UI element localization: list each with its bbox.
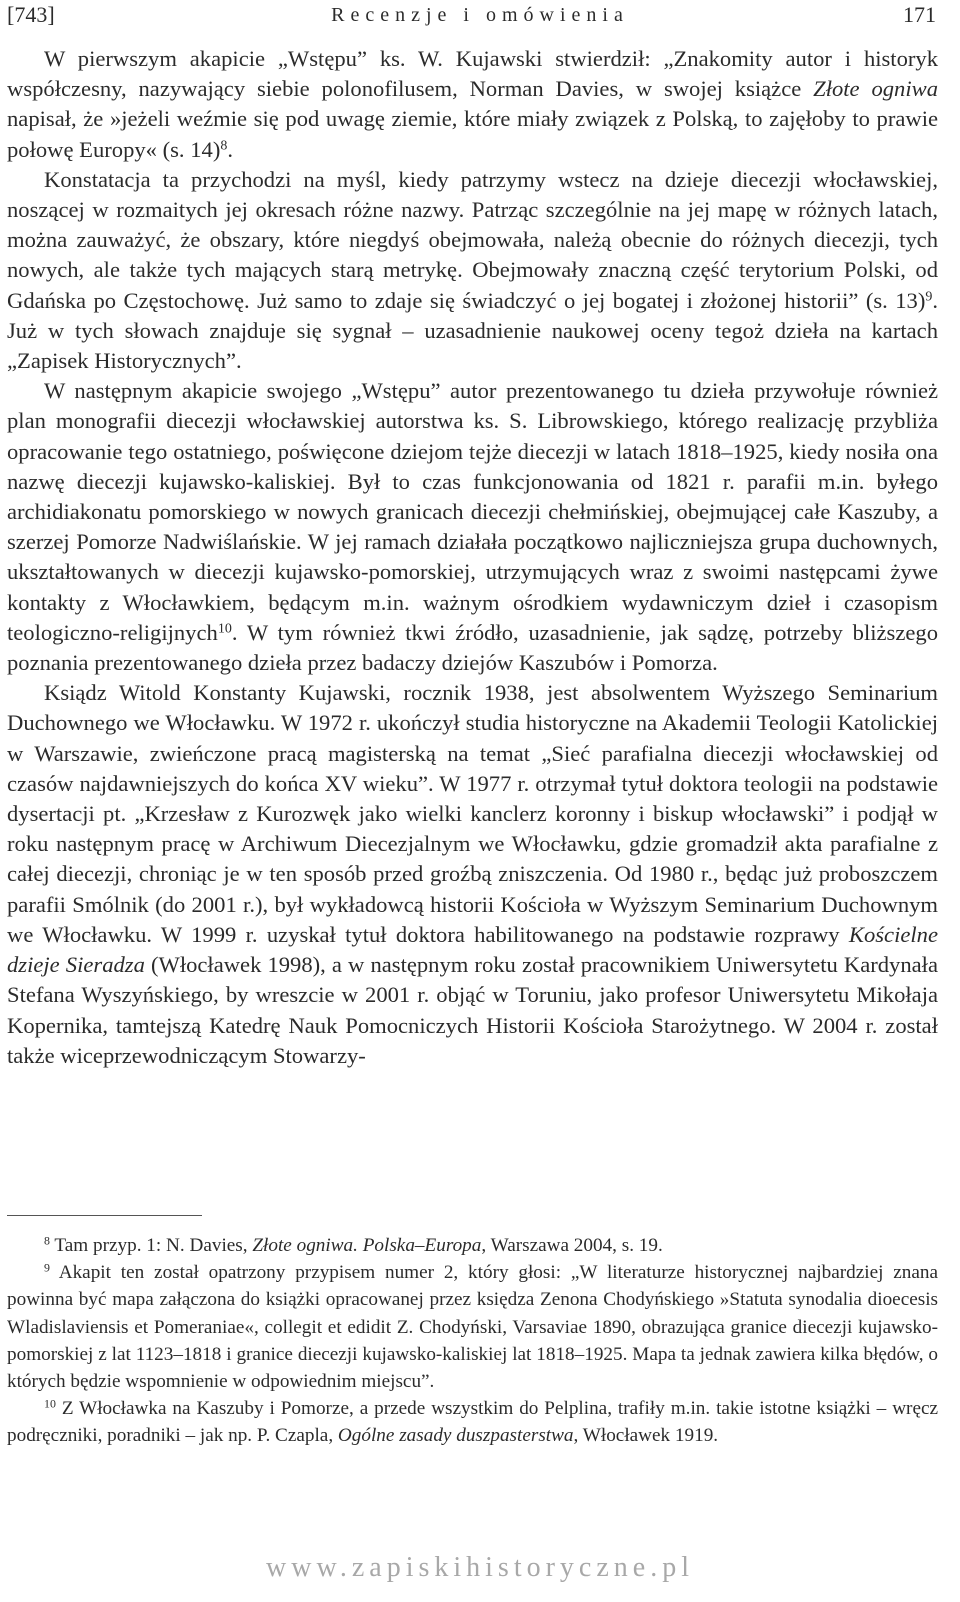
footnote <box>7 1232 938 1259</box>
paragraph <box>7 44 938 165</box>
text-run: . <box>227 136 234 162</box>
text-run: (Włocławek 1998), a w następnym roku został pracownikiem Uniwersytetu Kardynała Stefana Wyszyńskiego, by wreszcie w 2001 r. objąć w Toruniu, jako profesor Uniwersytetu Mikołaja Kopernika, tamtejszą Katedrę Nauk Pomocniczych Historii Kościoła Starożytnego. W 2004 r. został także wiceprzewodniczącym Stowarzy- <box>7 952 938 1068</box>
text-run: , Włocławek 1919. <box>573 1425 719 1447</box>
italic-title: Złote ogniwa <box>813 76 938 102</box>
footnote-marker: 10 <box>44 1396 56 1411</box>
watermark-url: www.zapiskihistoryczne.pl <box>266 1552 694 1583</box>
text-run: Ksiądz Witold Konstanty Kujawski, rocznik 1938, jest absolwentem Wyższego Seminarium Duchownego we Włocławku. W 1972 r. ukończył studia historyczne na Akademii Teologii Katolickiej w Warszawie, zwieńczone pracą magisterską na temat „Sieć parafialna diecezji włocławskiej od czasów najdawniejszych do końca XV wieku”. W 1977 r. otrzymał tytuł doktora teologii na podstawie dysertacji pt. „Krzesław z Kurozwęk jako wielki kanclerz koronny i biskup włocławski” i podjął w roku następnym pracę w Archiwum Diecezjalnym we Włocławku, gdzie gromadził akta parafialne z całej diecezji, chroniąc je w ten sposób przed groźbą zniszczenia. Od 1980 r., będąc już proboszczem parafii Smólnik (do 2001 r.), był wykładowcą historii Kościoła w Wyższym Seminarium Duchownym we Włocławku. W 1999 r. uzyskał tytuł doktora habilitowanego na podstawie rozprawy <box>7 680 938 947</box>
italic-title: Złote ogniwa. Polska–Europa <box>252 1235 482 1256</box>
footnotes <box>7 1232 938 1450</box>
footnote-marker: 8 <box>44 1233 50 1248</box>
footnote-marker: 8 <box>220 137 228 153</box>
text-run: W pierwszym akapicie „Wstępu” ks. W. Kujawski stwierdził: „Znakomity autor i historyk współczesny, nazywający siebie polonofilusem, Norman Davies, w swojej książce <box>7 46 938 102</box>
italic-title: Ogólne zasady duszpasterstwa <box>337 1425 574 1447</box>
text-run: . W tym również tkwi źródło, uzasadnienie, jak sądzę, potrzeby bliższego poznania prezentowanego dzieła przez badaczy dziejów Kaszubów i Pomorza. <box>7 619 938 676</box>
paragraph <box>7 165 938 376</box>
paragraph <box>7 678 938 1071</box>
page-bracket-number: [743] <box>7 2 55 27</box>
page-header <box>0 0 960 34</box>
footnote-marker: 9 <box>44 1260 50 1275</box>
text-run: Akapit ten został opatrzony przypisem numer 2, który głosi: „W literaturze historycznej najbardziej znana powinna być mapa załączona do książki opracowanej przez księdza Zenona Chodyńskiego »Statuta synodalia dioecesis Wladislaviensis et Pomeraniae«, collegit et edidit Z. Chodyński, Varsaviae 1890, obrazująca granice diecezji kujawsko-pomorskiej z lat 1123–1818 i granice diecezji kujawsko-kaliskiej lat 1818–1925. Mapa ta jednak zawiera kilka błędów, o których będzie wspomnienie w odpowiednim miejscu”. <box>7 1262 938 1393</box>
text-run: Konstatacja ta przychodzi na myśl, kiedy patrzymy wstecz na dzieje diecezji włocławskiej, noszącej w rozmaitych jej okresach różne nazwy. Patrząc szczególnie na jej mapę w różnych latach, można zauważyć, że obszary, które niegdyś obejmowała, należą obecnie do różnych diecezji, tych nowych, ale także tych mających starą metrykę. Obejmowały znaczną część terytorium Polski, od Gdańska po Częstochowę. Już samo to zdaje się świadczyć o jej bogatej i złożonej historii” (s. 13) <box>7 166 938 313</box>
running-title: Recenzje i omówienia <box>331 4 629 26</box>
footnote-separator <box>7 1215 202 1216</box>
main-text <box>7 44 938 1071</box>
text-run: W następnym akapicie swojego „Wstępu” autor prezentowanego tu dzieła przywołuje również plan monografii diecezji włocławskiej autorstwa ks. S. Librowskiego, którego realizację przybliża opracowanie tego ostatniego, poświęcone dziejom tejże diecezji w latach 1818–1925, kiedy nosiła ona nazwę diecezji kujawsko-kaliskiej. Był to czas funkcjonowania od 1821 r. parafii m.in. byłego archidiakonatu pomorskiego w nowych granicach diecezji chełmińskiej, obejmującej całe Kaszuby, a szerzej Pomorze Nadwiślańskie. W jej ramach działała początkowo najliczniejsza grupa duchownych, ukształtowanych w diecezji kujawsko-pomorskiej, utrzymujących wraz z swoimi następcami żywe kontakty z Włocławkiem, będącym m.in. ważnym ośrodkiem wydawniczym dzieł i czasopism teologiczno-religijnych <box>7 378 938 645</box>
text-run: , Warszawa 2004, s. 19. <box>481 1235 663 1256</box>
page-number: 171 <box>903 2 936 27</box>
text-run: . Już w tych słowach znajduje się sygnał – uzasadnienie naukowej oceny tegoż dzieła na kartach „Zapisek Historycznych”. <box>7 287 938 374</box>
footnote-marker: 9 <box>925 288 933 304</box>
text-run: Tam przyp. 1: N. Davies, <box>49 1235 253 1256</box>
footnote <box>7 1259 938 1395</box>
paragraph <box>7 376 938 678</box>
footnote <box>7 1395 938 1449</box>
italic-title: Kościelne dzieje Sieradza <box>7 921 938 978</box>
footnote-marker: 10 <box>217 621 232 637</box>
text-run: napisał, że »jeżeli weźmie się pod uwagę ziemie, które miały związek z Polską, to zajęłoby to prawie połowę Europy« (s. 14) <box>7 106 938 162</box>
text-run: Z Włocławka na Kaszuby i Pomorze, a przede wszystkim do Pelplina, trafiły m.in. takie istotne książki – wręcz podręczniki, poradniki – jak np. P. Czapla, <box>7 1398 938 1447</box>
